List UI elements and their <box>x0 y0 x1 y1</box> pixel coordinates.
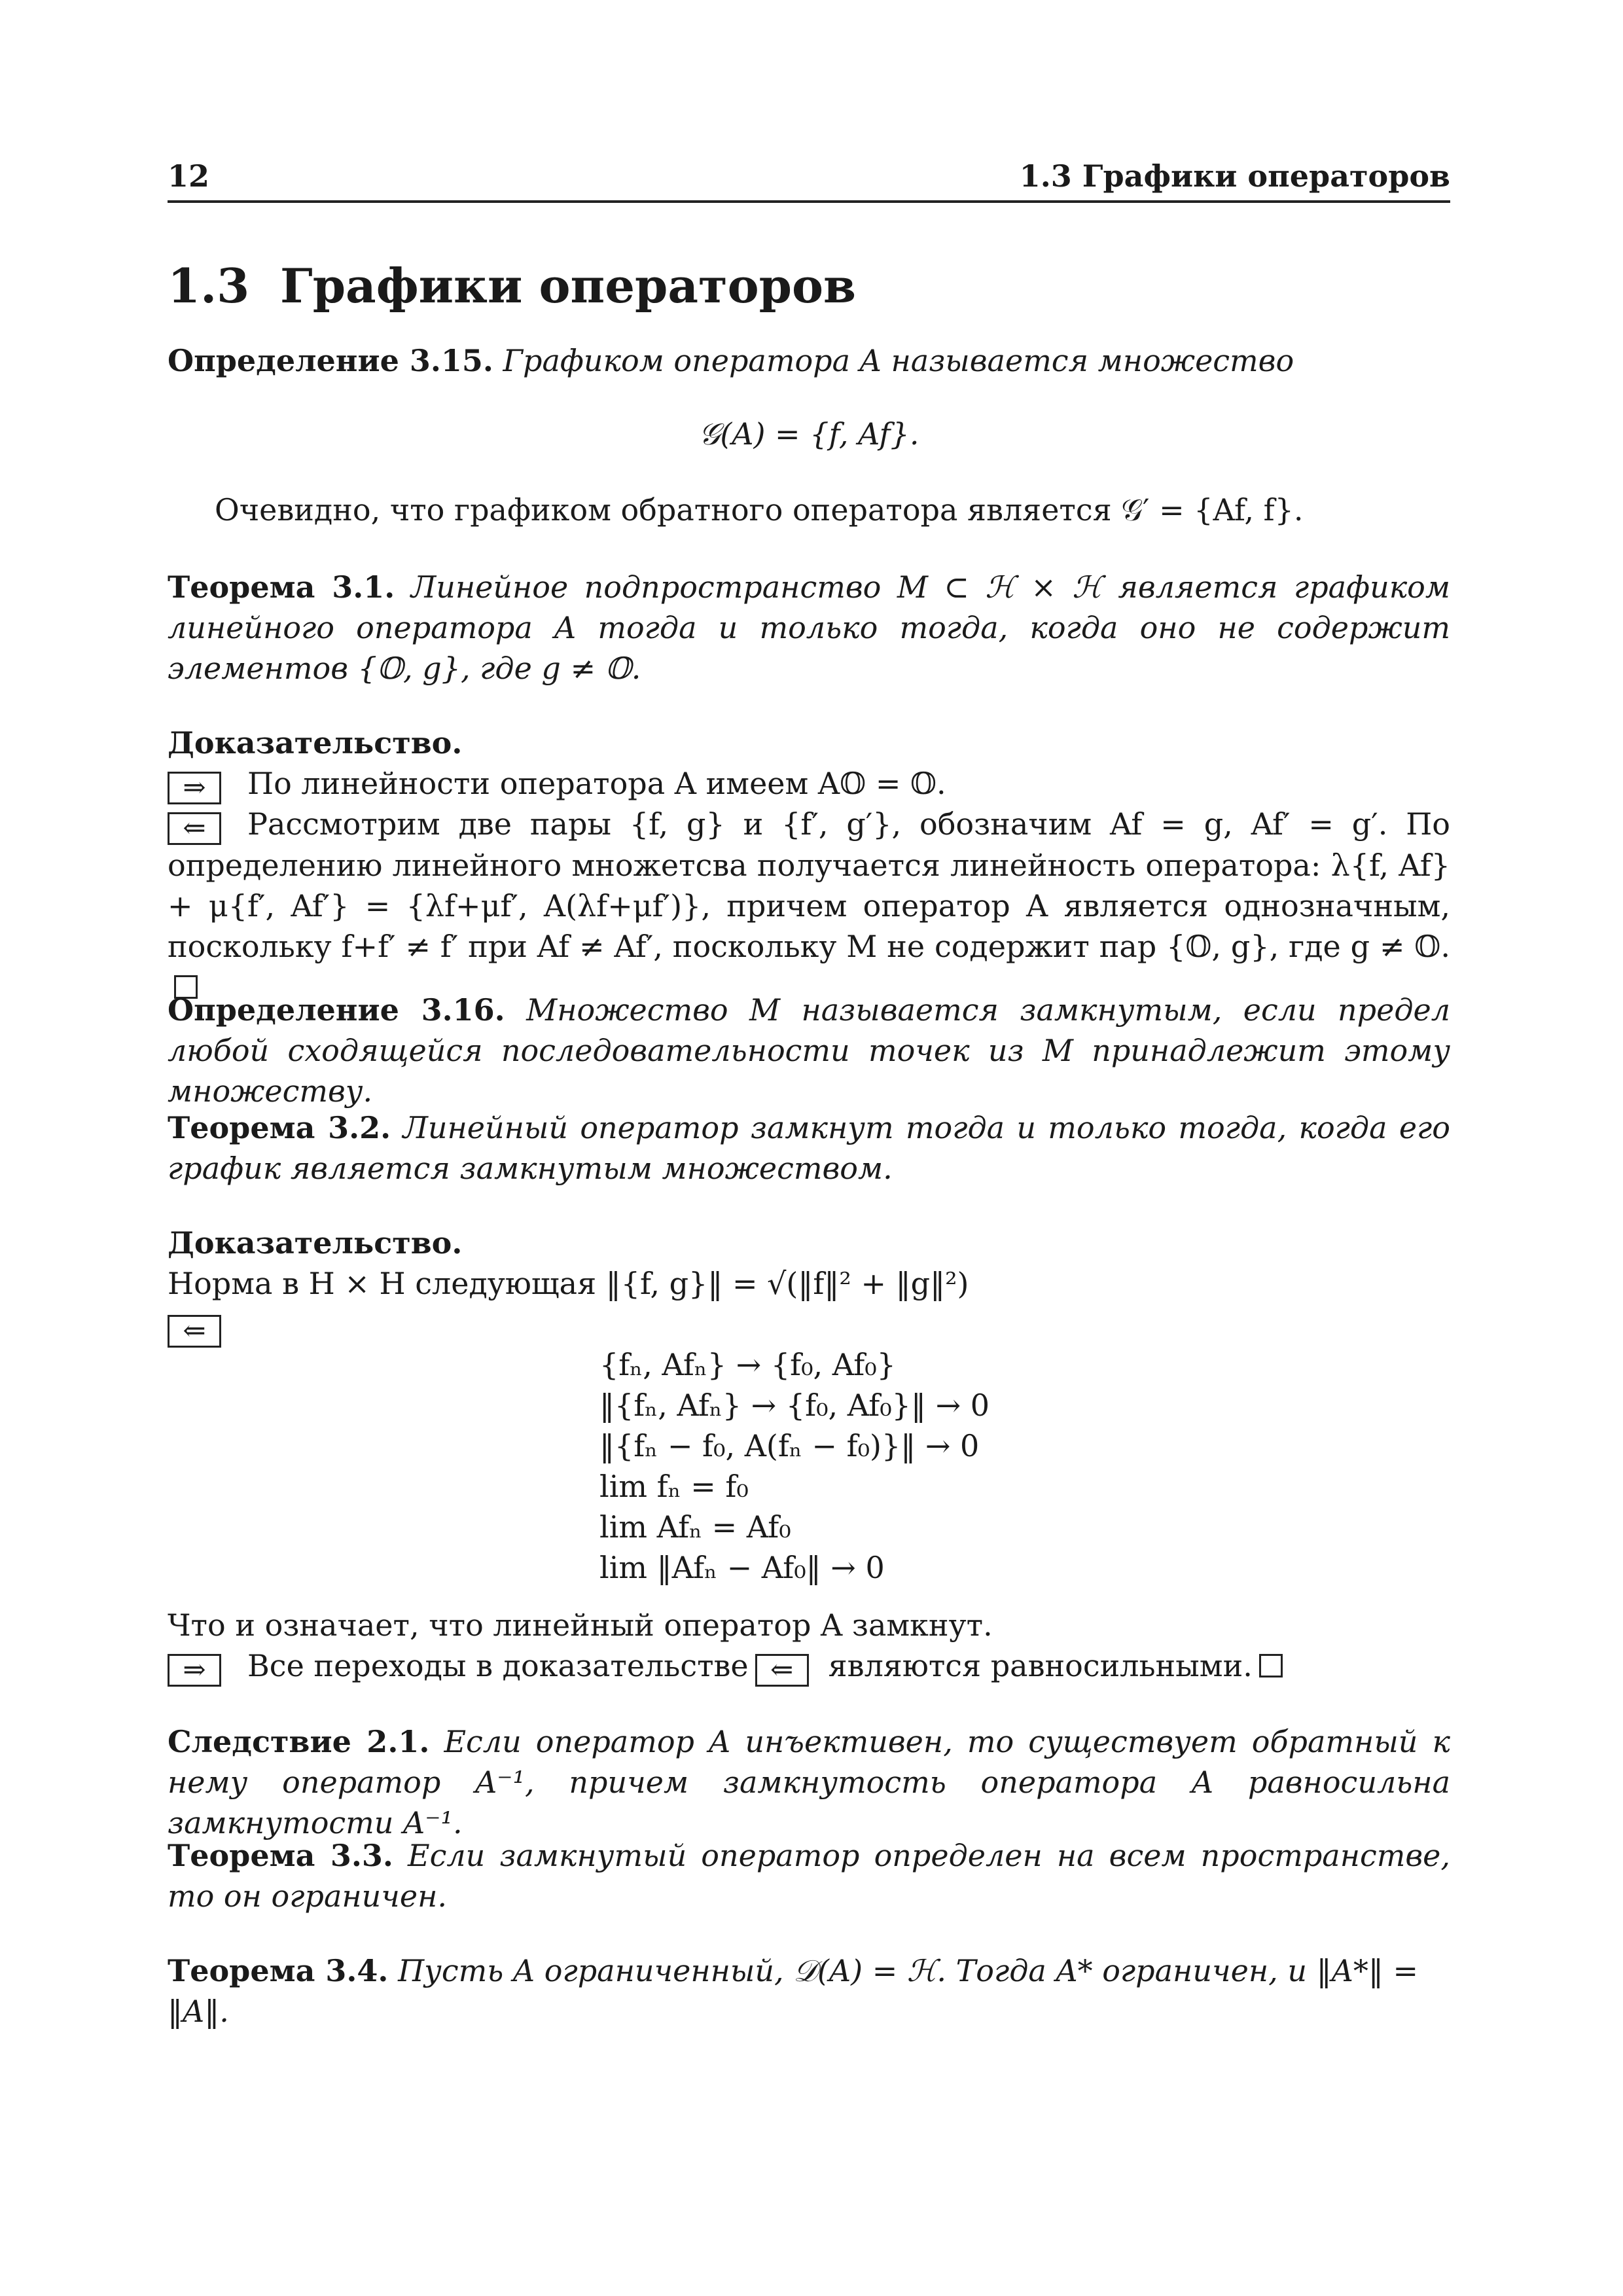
proof-forward-text: По линейности оператора A имеем A𝕆 = 𝕆. <box>247 766 946 801</box>
equation-line: lim fₙ = f₀ <box>599 1469 749 1504</box>
definition-3-15 <box>168 340 1450 381</box>
page <box>168 0 1450 2296</box>
proof-forward <box>168 1645 1450 1687</box>
implied-by-arrow-icon: ⇐ <box>168 812 221 845</box>
running-header <box>168 156 1450 203</box>
equation-line: ‖{fₙ, Afₙ} → {f₀, Af₀}‖ → 0 <box>599 1388 990 1423</box>
theorem-text: Пусть A ограниченный, 𝒟(A) = ℋ. Тогда A* ограничен, и ‖A*‖ = ‖A‖. <box>168 1953 1418 2029</box>
limit-derivation <box>599 1344 1385 1588</box>
proof-heading: Доказательство. <box>168 1225 463 1261</box>
corollary-2-1 <box>168 1721 1450 1843</box>
equation-line: ‖{fₙ − f₀, A(fₙ − f₀)}‖ → 0 <box>599 1428 980 1463</box>
inverse-graph-remark: Очевидно, что графиком обратного оператора является 𝒢′ = {Af, f}. <box>215 492 1304 528</box>
proof-backward <box>168 804 1450 1007</box>
implied-by-arrow-icon: ⇐ <box>755 1654 809 1687</box>
proof-conclusion: Что и означает, что линейный оператор A замкнут. <box>168 1607 993 1643</box>
proof-forward-text-end: являются равносильными. <box>828 1648 1253 1683</box>
theorem-label: Теорема 3.3. <box>168 1838 393 1873</box>
theorem-text: Линейный оператор замкнут тогда и только тогда, когда его график является замкнутым множеством. <box>168 1110 1450 1186</box>
norm-line: Норма в H × H следующая ‖{f, g}‖ = √(‖f‖² + ‖g‖²) <box>168 1266 969 1301</box>
proof-backward <box>168 1306 1450 1348</box>
proof-heading: Доказательство. <box>168 725 463 761</box>
implies-arrow-icon: ⇒ <box>168 772 221 804</box>
theorem-3-3 <box>168 1835 1450 1916</box>
definition-3-16 <box>168 990 1450 1111</box>
definition-label: Определение 3.15. <box>168 343 493 378</box>
theorem-label: Теорема 3.2. <box>168 1110 391 1145</box>
proof-forward <box>168 763 1450 804</box>
graph-formula: 𝒢(A) = {f, Af}. <box>698 416 919 452</box>
running-title: 1.3 Графики операторов <box>1019 158 1450 194</box>
corollary-text: Если оператор A инъективен, то существует обратный к нему оператор A⁻¹, причем замкнутость оператора A равносильна замкнутости A⁻¹. <box>168 1724 1450 1840</box>
definition-label: Определение 3.16. <box>168 992 505 1028</box>
implies-arrow-icon: ⇒ <box>168 1654 221 1687</box>
theorem-3-1 <box>168 567 1450 689</box>
qed-icon <box>1259 1654 1283 1677</box>
section-title: Графики операторов <box>280 258 857 314</box>
proof-backward-text: Рассмотрим две пары {f, g} и {f′, g′}, обозначим Af = g, Af′ = g′. По определению линейного множетсва получается линейность оператора: λ{f, Af} + μ{f′, Af′} = {λf+μf′, A(λf+μf′)}, причем оператор A является однозначным, поскольку f+f′ ≠ f′ при Af ≠ Af′, поскольку M не содержит пар {𝕆, g}, где g ≠ 𝕆. <box>168 806 1450 964</box>
section-heading <box>168 257 1450 315</box>
implied-by-arrow-icon: ⇐ <box>168 1315 221 1348</box>
definition-text: Множество M называется замкнутым, если предел любой сходящейся последовательности точек из M принадлежит этому множеству. <box>168 992 1450 1109</box>
theorem-label: Теорема 3.1. <box>168 569 395 605</box>
equation-line: {fₙ, Afₙ} → {f₀, Af₀} <box>599 1347 896 1382</box>
theorem-3-2 <box>168 1107 1450 1189</box>
corollary-label: Следствие 2.1. <box>168 1724 430 1759</box>
theorem-3-4 <box>168 1950 1450 2032</box>
theorem-text: Если замкнутый оператор определен на всем пространстве, то он ограничен. <box>168 1838 1450 1914</box>
page-number: 12 <box>168 158 210 194</box>
proof-forward-text: Все переходы в доказательстве <box>247 1648 749 1683</box>
definition-text: Графиком оператора A называется множество <box>503 343 1294 378</box>
equation-line: lim Afₙ = Af₀ <box>599 1509 791 1545</box>
section-number: 1.3 <box>168 258 250 314</box>
theorem-label: Теорема 3.4. <box>168 1953 389 1988</box>
theorem-text: Линейное подпространство M ⊂ ℋ × ℋ является графиком линейного оператора A тогда и только тогда, когда оно не содержит элементов {𝕆, g}, где g ≠ 𝕆. <box>168 569 1450 686</box>
equation-line: lim ‖Afₙ − Af₀‖ → 0 <box>599 1550 885 1585</box>
